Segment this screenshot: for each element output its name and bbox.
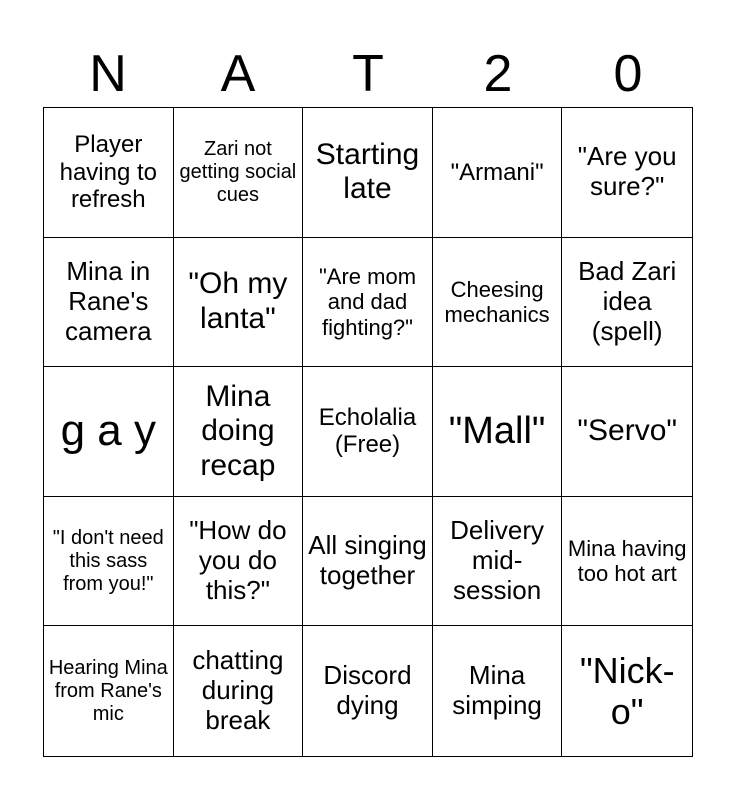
header-letter-n: N bbox=[89, 45, 127, 103]
bingo-cell[interactable]: Mina simping bbox=[433, 626, 563, 756]
bingo-cell[interactable]: Mina having too hot art bbox=[562, 497, 692, 627]
bingo-cell[interactable]: Starting late bbox=[303, 108, 433, 238]
bingo-cell[interactable]: "Armani" bbox=[433, 108, 563, 238]
bingo-cell[interactable]: Cheesing mechanics bbox=[433, 238, 563, 368]
bingo-cell[interactable]: Mina in Rane's camera bbox=[44, 238, 174, 368]
bingo-cell[interactable]: Mina doing recap bbox=[174, 367, 304, 497]
bingo-cell[interactable]: Discord dying bbox=[303, 626, 433, 756]
bingo-cell[interactable]: "Servo" bbox=[562, 367, 692, 497]
bingo-cell[interactable]: Hearing Mina from Rane's mic bbox=[44, 626, 174, 756]
bingo-cell[interactable]: "Nick-o" bbox=[579, 649, 675, 733]
header-letter-a: A bbox=[220, 45, 256, 103]
bingo-cell[interactable]: "Are you sure?" bbox=[562, 108, 692, 238]
bingo-cell[interactable]: Echolalia (Free) bbox=[303, 367, 433, 497]
bingo-cell[interactable]: Zari not getting social cues bbox=[174, 108, 304, 238]
bingo-cell[interactable]: "Mall" bbox=[433, 367, 563, 497]
bingo-cell[interactable]: Delivery mid-session bbox=[433, 497, 563, 627]
bingo-cell[interactable]: "How do you do this?" bbox=[174, 497, 304, 627]
header-letter-2: 2 bbox=[483, 45, 513, 103]
header-letter-t: T bbox=[352, 45, 384, 103]
header-letter-0: 0 bbox=[613, 45, 643, 103]
bingo-cell[interactable]: g a y bbox=[44, 367, 174, 497]
bingo-board bbox=[43, 107, 693, 757]
bingo-cell[interactable]: "Are mom and dad fighting?" bbox=[303, 238, 433, 368]
bingo-cell[interactable]: All singing together bbox=[303, 497, 433, 627]
bingo-cell[interactable]: "Oh my lanta" bbox=[174, 238, 304, 368]
bingo-cell[interactable]: chatting during break bbox=[174, 626, 304, 756]
bingo-header bbox=[43, 40, 693, 108]
bingo-cell[interactable]: Bad Zari idea (spell) bbox=[562, 238, 692, 368]
bingo-cell[interactable]: "I don't need this sass from you!" bbox=[44, 497, 174, 627]
bingo-cell[interactable]: Player having to refresh bbox=[44, 108, 174, 238]
